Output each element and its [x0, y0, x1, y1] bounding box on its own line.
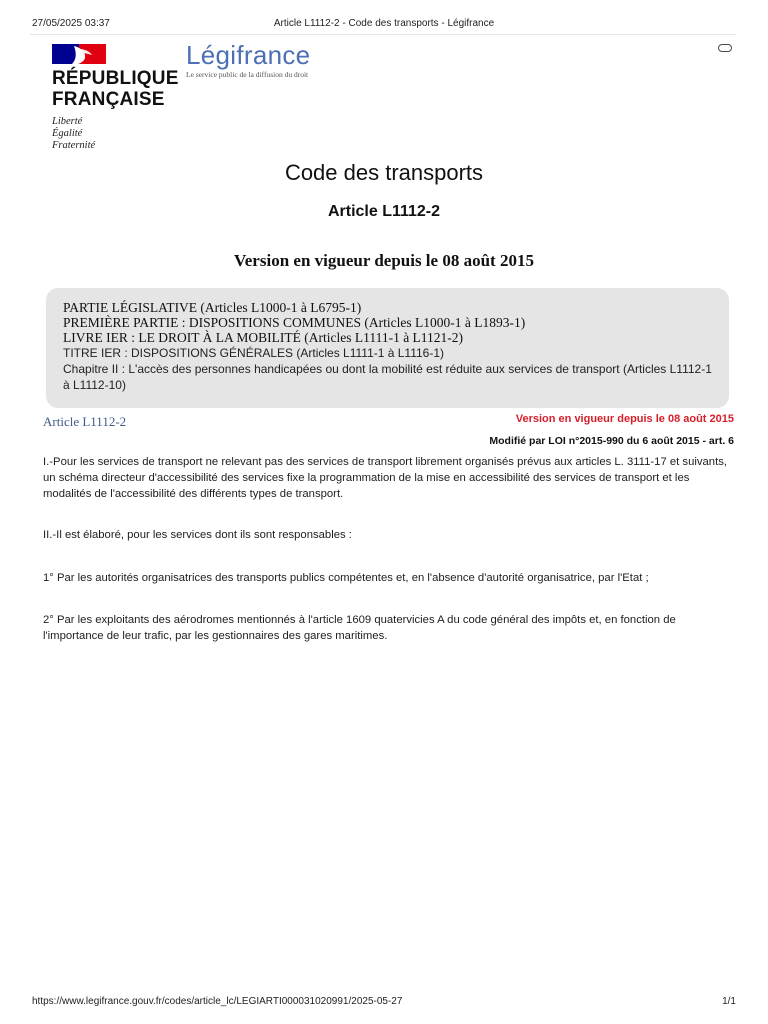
article-paragraph-4: 2° Par les exploitants des aérodromes mentionnés à l'article 1609 quatervicies A du code général des impôts et, en fonction de l'importance de leur trafic, par les gestionnaires des gares maritimes. — [43, 614, 676, 642]
breadcrumb — [46, 288, 729, 408]
breadcrumb-chapitre[interactable]: Chapitre II : L'accès des personnes handicapées ou dont la mobilité est réduite aux services de transport (Articles L1112-1 à L1112-10) — [63, 362, 712, 392]
print-footer — [32, 996, 736, 1010]
breadcrumb-premiere-partie[interactable]: PREMIÈRE PARTIE : DISPOSITIONS COMMUNES (Articles L1000-1 à L1893-1) — [63, 315, 526, 330]
print-header — [32, 18, 736, 32]
legifrance-logo[interactable] — [186, 40, 310, 79]
article-label: Article L1112-2 — [43, 414, 127, 429]
article-paragraph-3: 1° Par les autorités organisatrices des transports publics compétentes et, en l'absence d'autorité organisatrice, par l'Etat ; — [43, 572, 649, 584]
devise-liberte: Liberté — [52, 116, 83, 127]
article-paragraph-2: II.-Il est élaboré, pour les services dont ils sont responsables : — [43, 529, 352, 541]
devise-fraternite: Fraternité — [52, 140, 96, 151]
print-title: Article L1112-2 - Code des transports - Légifrance — [273, 18, 495, 29]
article-modification-link[interactable]: Modifié par LOI n°2015-990 du 6 août 2015 - art. 6 — [489, 435, 734, 447]
legifrance-tagline: Le service public de la diffusion du droit — [186, 70, 309, 79]
article-version-badge[interactable]: Version en vigueur depuis le 08 août 2015 — [515, 413, 734, 425]
breadcrumb-titre[interactable]: TITRE IER : DISPOSITIONS GÉNÉRALES (Articles L1111-1 à L1116-1) — [63, 346, 445, 360]
marianne-flag-icon — [52, 44, 106, 64]
print-url: https://www.legifrance.gouv.fr/codes/article_lc/LEGIARTI000031020991/2025-05-27 — [32, 996, 403, 1007]
breadcrumb-partie[interactable]: PARTIE LÉGISLATIVE (Articles L1000-1 à L6795-1) — [63, 300, 362, 315]
print-datetime: 27/05/2025 03:37 — [32, 18, 110, 29]
article-title: Article L1112-2 — [327, 203, 441, 220]
legifrance-wordmark: Légifrance — [186, 40, 311, 70]
article-paragraph-1: I.-Pour les services de transport ne relevant pas des services de transport librement organisés prévus aux articles L. 3111-17 et suivants, un schéma directeur d'accessibilité des services fixe la programmation de la mise en accessibilité des services de transport et les modalités de l'accessibilité des différents types de transport. — [43, 456, 728, 500]
devise — [52, 116, 182, 152]
francaise-line: FRANÇAISE — [52, 89, 165, 110]
header-divider — [30, 34, 736, 35]
republique-francaise-logo[interactable] — [52, 44, 182, 152]
republique-line: RÉPUBLIQUE — [52, 68, 179, 89]
menu-toggle-icon[interactable] — [718, 44, 732, 52]
print-page-number: 1/1 — [722, 996, 736, 1007]
breadcrumb-livre[interactable]: LIVRE IER : LE DROIT À LA MOBILITÉ (Articles L1111-1 à L1121-2) — [63, 330, 464, 345]
devise-egalite: Égalité — [52, 128, 83, 139]
code-title: Code des transports — [284, 160, 484, 185]
version-heading: Version en vigueur depuis le 08 août 2015 — [234, 251, 534, 270]
